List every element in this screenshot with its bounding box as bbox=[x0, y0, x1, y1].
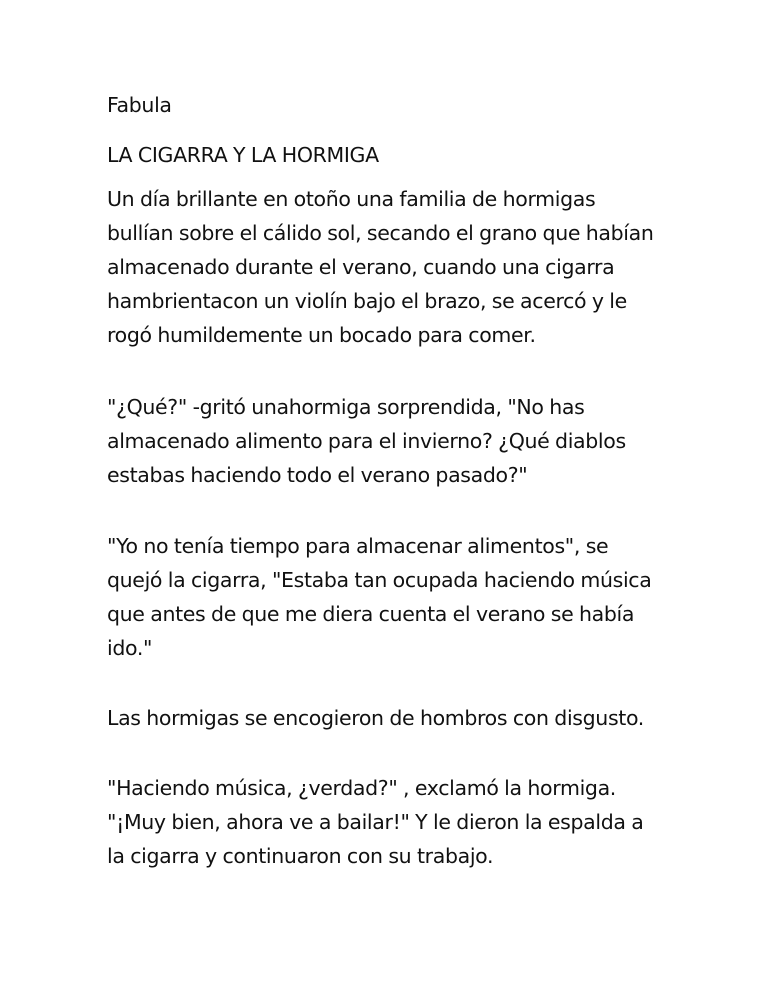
paragraph-line: Las hormigas se encogieron de hombros con disgusto. bbox=[107, 706, 644, 730]
paragraph-line: ido." bbox=[107, 636, 153, 660]
paragraph-line: "¿Qué?" -gritó unahormiga sorprendida, "No has bbox=[107, 395, 585, 419]
paragraph-line: quejó la cigarra, "Estaba tan ocupada haciendo música bbox=[107, 568, 652, 592]
paragraph-line: rogó humildemente un bocado para comer. bbox=[107, 323, 536, 347]
document-label: Fabula bbox=[107, 93, 172, 117]
paragraph-line: bullían sobre el cálido sol, secando el grano que habían bbox=[107, 221, 654, 245]
paragraph-line: que antes de que me diera cuenta el verano se había bbox=[107, 602, 635, 626]
paragraph-line: Un día brillante en otoño una familia de hormigas bbox=[107, 187, 596, 211]
paragraph-line: "Haciendo música, ¿verdad?" , exclamó la hormiga. bbox=[107, 776, 616, 800]
paragraph-line: almacenado durante el verano, cuando una cigarra bbox=[107, 255, 615, 279]
document-title: LA CIGARRA Y LA HORMIGA bbox=[107, 143, 379, 167]
paragraph-line: estabas haciendo todo el verano pasado?" bbox=[107, 463, 528, 487]
paragraph-line: "Yo no tenía tiempo para almacenar alimentos", se bbox=[107, 534, 609, 558]
paragraph-line: la cigarra y continuaron con su trabajo. bbox=[107, 844, 494, 868]
paragraph-line: "¡Muy bien, ahora ve a bailar!" Y le dieron la espalda a bbox=[107, 810, 644, 834]
paragraph-line: hambrientacon un violín bajo el brazo, se acercó y le bbox=[107, 289, 627, 313]
paragraph-line: almacenado alimento para el invierno? ¿Qué diablos bbox=[107, 429, 626, 453]
